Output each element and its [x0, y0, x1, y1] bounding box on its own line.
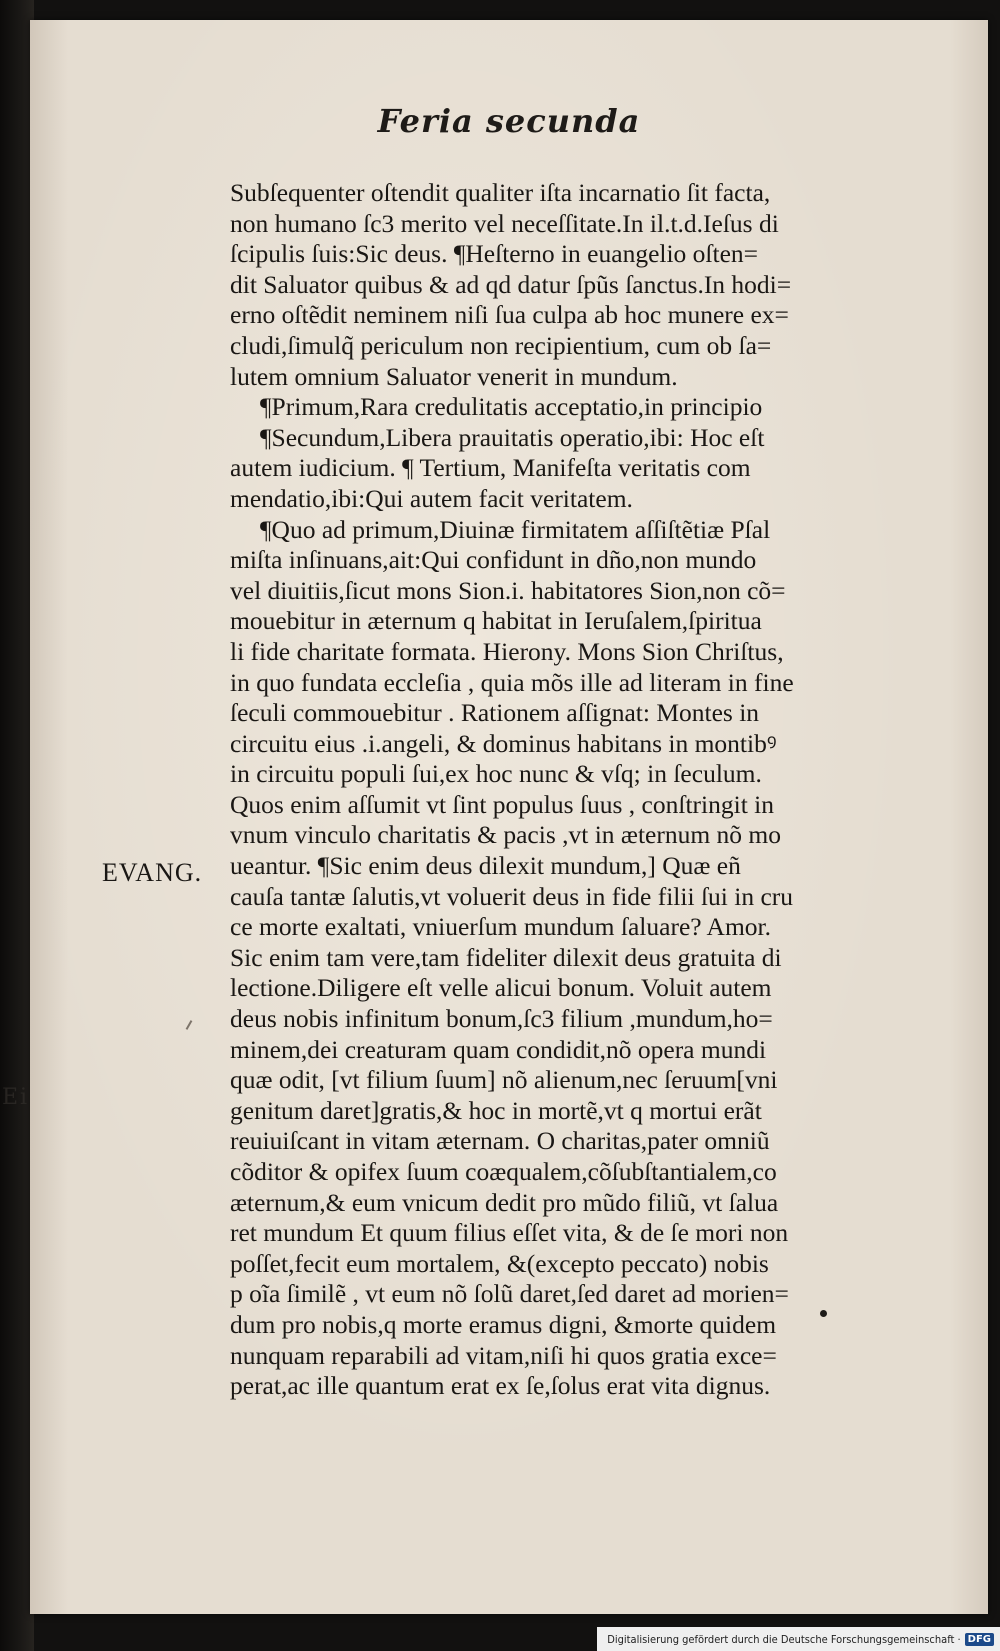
text-line: poſſet,fecit eum mortalem, &(excepto peccato) nobis	[230, 1248, 769, 1278]
running-head: Feria secunda	[377, 102, 641, 140]
text-line: erno oſtẽdit neminem niſi ſua culpa ab hoc munere ex=	[230, 300, 789, 330]
text-line: mouebitur in æternum q habitat in Ieruſalem,ſpiritua	[230, 606, 762, 636]
text-line: cauſa tantæ ſalutis,vt voluerit deus in fide filii ſui in cru	[230, 881, 794, 911]
text-line: dum pro nobis,q morte eramus digni, &morte quidem	[230, 1309, 777, 1339]
page-body-text	[230, 178, 940, 1402]
text-line: non humano ſc3 merito vel neceſſitate.In il.t.d.Ieſus di	[230, 208, 779, 238]
text-line: Sic enim tam vere,tam fideliter dilexit deus gratuita di	[230, 942, 782, 972]
dfg-logo: DFG	[965, 1633, 994, 1646]
text-line: li fide charitate formata. Hierony. Mons Sion Chriſtus,	[230, 636, 784, 666]
text-line: genitum daret]gratis,& hoc in mortẽ,vt q mortui erãt	[230, 1095, 762, 1125]
marginal-note: EVANG.	[102, 858, 203, 887]
text-line: autem iudicium. ¶ Tertium, Manifeſta veritatis com	[230, 453, 751, 483]
text-line: ce morte exaltati, vniuerſum mundum ſaluare? Amor.	[230, 912, 772, 942]
text-line: ¶Primum,Rara credulitatis acceptatio,in principio	[260, 392, 763, 422]
text-line: ueantur. ¶Sic enim deus dilexit mundum,] Quæ eñ	[230, 851, 741, 881]
text-line: Subſequenter oſtendit qualiter iſta incarnatio ſit facta,	[230, 178, 771, 207]
text-line: æternum,& eum vnicum dedit pro mũdo filiũ, vt ſalua	[230, 1187, 779, 1217]
stray-ink-mark	[186, 1020, 193, 1030]
book-page	[30, 20, 988, 1614]
text-line: ſcipulis ſuis:Sic deus. ¶Heſterno in euangelio oſten=	[230, 239, 759, 269]
text-line: in circuitu populi ſui,ex hoc nunc & vſq; in ſeculum.	[230, 759, 762, 789]
text-line: ¶Quo ad primum,Diuinæ firmitatem aſſiſtẽtiæ Pſal	[260, 514, 771, 544]
text-line: p oĩa ſimilẽ , vt eum nõ ſolũ daret,ſed daret ad morien=	[230, 1279, 789, 1309]
text-line: vnum vinculo charitatis & pacis ,vt in æternum nõ mo	[230, 820, 782, 850]
text-line: lectione.Diligere eſt velle alicui bonum. Voluit autem	[230, 973, 772, 1003]
text-line: ret mundum Et quum filius eſſet vita, & de ſe mori non	[230, 1218, 789, 1248]
adjacent-page-edge	[0, 0, 34, 1651]
adjacent-page-ghost-text: Ei	[2, 1085, 30, 1110]
text-line: minem,dei creaturam quam condidit,nõ opera mundi	[230, 1034, 767, 1064]
text-line: vel diuitiis,ſicut mons Sion.i. habitatores Sion,non cõ=	[230, 575, 786, 605]
text-line: mendatio,ibi:Qui autem facit veritatem.	[230, 483, 633, 513]
funding-credit-text: Digitalisierung gefördert durch die Deutsche Forschungsgemeinschaft ·	[607, 1632, 961, 1646]
text-line: ¶Secundum,Libera prauitatis operatio,ibi: Hoc eſt	[260, 422, 765, 452]
text-line: in quo fundata eccleſia , quia mõs ille ad literam in fine	[230, 667, 794, 697]
text-line: cludi,ſimulq̃ periculum non recipientium, cum ob ſa=	[230, 330, 772, 360]
text-line: quæ odit, [vt filium ſuum] nõ alienum,nec ſeruum[vni	[230, 1065, 778, 1095]
text-line: lutem omnium Saluator venerit in mundum.	[230, 361, 678, 391]
text-line: ſeculi commouebitur . Rationem aſſignat: Montes in	[230, 698, 760, 728]
text-line: cõditor & opifex ſuum coæqualem,cõſubſtantialem,co	[230, 1157, 777, 1186]
catchword-dot	[820, 1310, 827, 1317]
text-line: circuitu eius .i.angeli, & dominus habitans in montibꝰ	[230, 728, 777, 758]
text-line: Quos enim aſſumit vt ſint populus ſuus , conſtringit in	[230, 789, 774, 819]
text-line: nunquam reparabili ad vitam,niſi hi quos gratia exce=	[230, 1340, 777, 1370]
text-line: perat,ac ille quantum erat ex ſe,ſolus erat vita dignus.	[230, 1371, 771, 1401]
digitization-credit-bar	[597, 1627, 1000, 1651]
text-line: deus nobis infinitum bonum,ſc3 filium ,mundum,ho=	[230, 1004, 773, 1034]
text-line: reuiuiſcant in vitam æternam. O charitas,pater omniũ	[230, 1126, 770, 1156]
text-line: dit Saluator quibus & ad qd datur ſpũs ſanctus.In hodi=	[230, 269, 792, 299]
text-line: miſta inſinuans,ait:Qui confidunt in dño,non mundo	[230, 545, 757, 575]
